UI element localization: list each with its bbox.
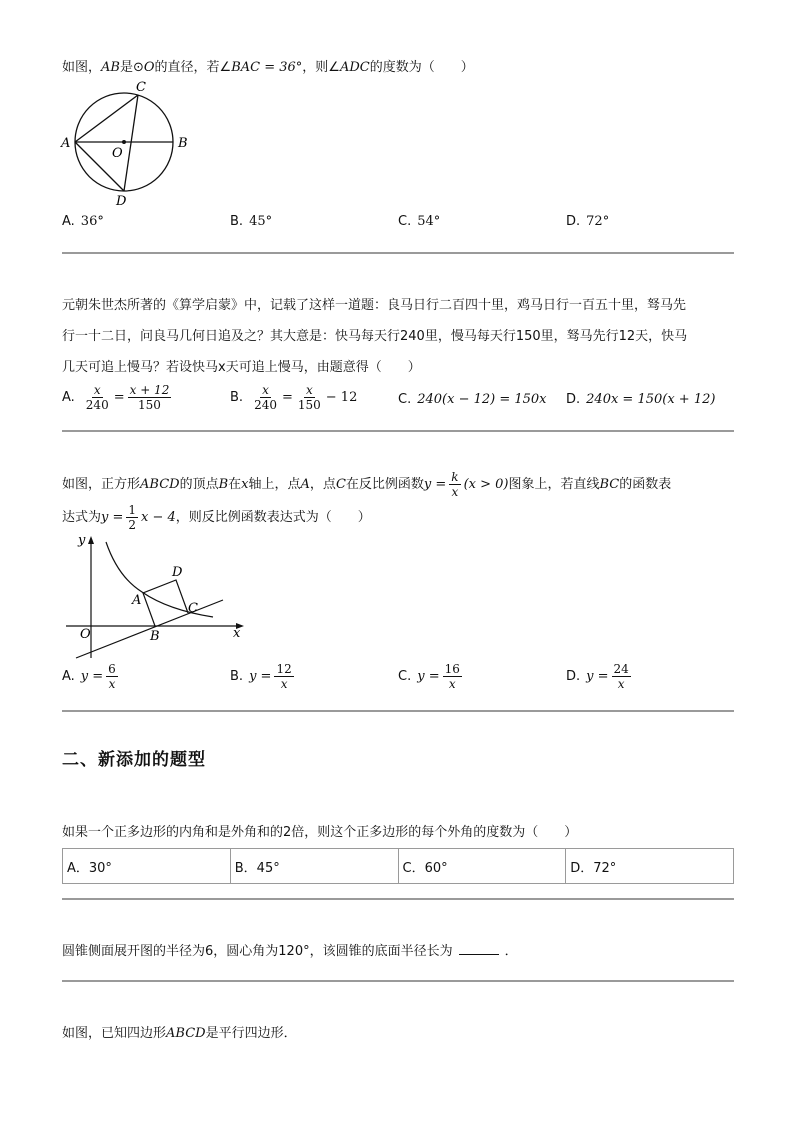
option-expression: 240(x − 12) = 150x [417,392,547,407]
q2-option-c[interactable] [398,392,547,407]
denominator: x [617,677,625,691]
numerator: x [305,383,313,397]
question-2-line-1: 元朝朱世杰所著的《算学启蒙》中，记载了这样一道题：良马日行二百四十里，鸡马日行一百五十里，驽马先 [62,298,687,313]
svg-text:D: D [172,565,183,580]
divider [62,710,734,712]
numerator: x + 12 [129,383,170,397]
q3-option-b[interactable] [230,662,297,691]
q3-text: 在 [228,476,242,492]
question-1-stem [62,58,474,78]
nq1-option-b[interactable]: B．45° [230,849,398,884]
q1-text: 如图， [62,60,102,75]
coordinate-diagram [58,532,258,664]
option-expression: 240x = 150(x + 12) [586,392,716,407]
new-question-3-stem [62,1024,297,1044]
q1-text: 的直径，若∠ [154,60,232,75]
q3-math: (x > 0) [463,476,509,492]
section-title: 二、新添加的题型 [62,750,206,770]
question-3-line-2 [62,503,371,532]
denominator: x [108,677,116,691]
fraction [106,662,118,691]
divider [62,252,734,254]
q1-option-c[interactable] [398,214,440,229]
equals: = [113,390,125,405]
q1-math: ADC [339,60,370,75]
expression-tail: − 12 [325,390,358,405]
numerator: k [451,470,459,484]
svg-text:B: B [178,136,188,151]
svg-text:O: O [112,146,123,161]
circle-diagram [58,78,198,208]
nq2-text: ． [504,944,518,959]
q3-math: BC [599,476,620,492]
svg-text:C: C [188,601,198,616]
q3-text: ，则反比例函数表达式为（ ） [175,509,371,525]
option-label: A. [62,390,75,405]
q1-text: ，则∠ [302,60,340,75]
equals: = [281,390,293,405]
q3-math: y = [101,509,124,525]
numerator: 16 [444,662,460,676]
q3-option-a[interactable] [62,662,121,691]
fraction [84,383,111,412]
svg-text:B: B [150,629,160,644]
option-value: 54° [417,214,441,229]
option-label: C. [398,392,412,407]
q3-option-c[interactable] [398,662,465,691]
fraction [449,470,460,499]
q3-text: 如图，正方形 [62,476,141,492]
option-label: B. [230,390,244,405]
fraction [252,383,279,412]
divider [62,898,734,900]
numerator: 12 [276,662,292,676]
q2-option-b[interactable] [230,383,357,412]
nq3-math: ABCD [166,1026,206,1041]
denominator: x [448,677,456,691]
option-label: B. [230,669,244,684]
option-label: B. [230,214,244,229]
q1-math: AB [101,60,120,75]
option-lhs: y = [586,669,609,684]
q3-text: 在反比例函数 [345,476,424,492]
nq3-text: 如图，已知四边形 [62,1026,167,1041]
nq1-option-c[interactable]: C．60° [398,849,566,884]
svg-text:D: D [116,194,127,208]
svg-text:O: O [80,627,91,642]
option-label: C. [398,669,412,684]
fraction [126,503,138,532]
new-question-1-stem: 如果一个正多边形的内角和是外角和的2倍，则这个正多边形的每个外角的度数为（ ） [62,825,578,840]
nq1-option-a[interactable]: A．30° [63,849,231,884]
option-label: C. [398,214,412,229]
denominator: 240 [254,398,277,412]
option-value: 36° [80,214,104,229]
fraction [274,662,293,691]
question-2-line-2: 行一十二日，问良马几何日追及之？其大意是：快马每天行240里，慢马每天行150里，驽马先行12天，快马 [62,329,688,344]
q3-math: y = [423,476,447,492]
fraction [612,662,631,691]
fraction [443,662,462,691]
svg-text:x: x [233,626,241,641]
q2-option-d[interactable] [566,392,715,407]
svg-text:y: y [78,533,86,548]
answer-blank[interactable] [459,942,499,955]
question-3-line-1 [62,470,671,499]
svg-text:C: C [136,80,146,95]
denominator: 150 [138,398,161,412]
q3-text: 图象上，若直线 [508,476,600,492]
denominator: 2 [128,518,137,532]
divider [62,430,734,432]
option-label: D. [566,669,581,684]
option-label: D. [566,214,581,229]
option-lhs: y = [80,669,104,684]
numerator: x [93,383,101,397]
denominator: x [451,485,459,499]
option-label: A. [62,669,75,684]
numerator: x [262,383,269,397]
q1-option-a[interactable] [62,214,104,229]
numerator: 1 [128,503,137,517]
q3-text: 达式为 [62,509,102,525]
q3-text: ，点 [309,476,336,492]
nq3-text: 是平行四边形． [205,1026,297,1041]
q3-text: 的顶点 [179,476,219,492]
q1-option-d[interactable] [566,214,609,229]
q1-text: 是⊙ [119,60,144,75]
denominator: 150 [297,398,321,412]
new-question-2-stem [62,942,518,962]
option-label: D. [566,392,581,407]
fraction [296,383,323,412]
q3-math: B [218,476,229,492]
numerator: 24 [613,662,629,676]
option-lhs: y = [417,669,440,684]
q3-text: 轴上，点 [248,476,301,492]
option-lhs: y = [249,669,272,684]
option-value: 72° [586,214,610,229]
denominator: x [280,677,288,691]
divider [62,980,734,982]
q1-text: 的度数为（ ） [369,60,474,75]
q2-option-a[interactable] [62,383,174,412]
q3-math: ABCD [140,476,180,492]
nq1-option-d[interactable]: D．72° [566,849,734,884]
q1-math: BAC = 36° [231,60,303,75]
q3-text: 的函数表 [619,476,672,492]
new-question-1-options-table [62,848,734,884]
q3-math: C [335,476,346,492]
nq2-text: 圆锥侧面展开图的半径为6，圆心角为120°，该圆锥的底面半径长为 [62,944,453,959]
option-label: A. [62,214,75,229]
q3-option-d[interactable] [566,662,634,691]
option-value: 45° [249,214,273,229]
q1-math: O [143,60,155,75]
question-2-line-3: 几天可追上慢马？若设快马x天可追上慢马，由题意得（ ） [62,360,421,375]
numerator: 6 [108,662,116,676]
fraction [128,383,172,412]
svg-text:A: A [61,136,71,151]
denominator: 240 [85,398,109,412]
q3-math: x [241,476,249,492]
svg-text:A: A [132,593,142,608]
q1-option-b[interactable] [230,214,272,229]
q3-math: x − 4 [141,509,176,525]
q3-math: A [300,476,310,492]
